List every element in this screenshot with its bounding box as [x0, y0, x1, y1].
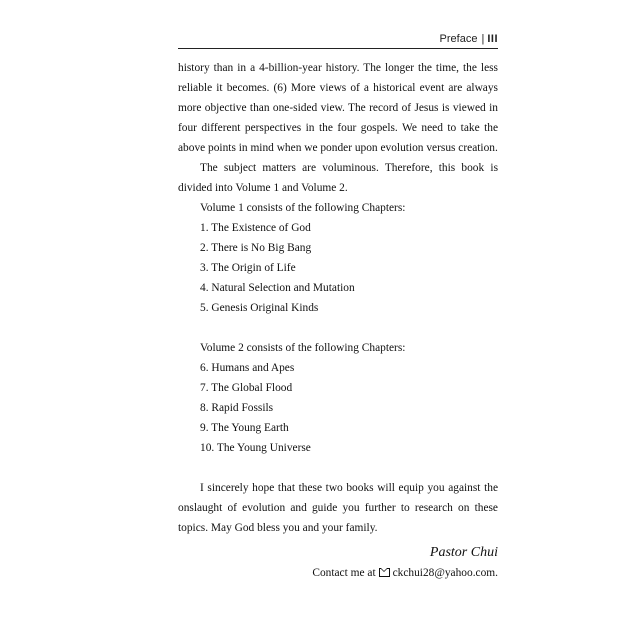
envelope-icon	[379, 568, 390, 577]
volume2-chapter-list	[178, 358, 498, 458]
spacer	[178, 318, 498, 338]
chapter-item: 7. The Global Flood	[200, 382, 293, 394]
header-separator: |	[481, 33, 485, 45]
chapter-item: 6. Humans and Apes	[200, 362, 295, 374]
header-section: Preface	[439, 33, 478, 45]
header-text	[440, 33, 498, 45]
paragraph-intro: history than in a 4-billion-year history. The longer the time, the less reliable it becomes. (6) More views of a historical event are always more objective than one-sided view. The record of Jesus is viewed in four different perspectives in the four gospels. We need to take the above points in mind when we ponder upon evolution versus creation.	[178, 62, 498, 154]
signature: Pastor Chui	[429, 545, 498, 560]
chapter-item: 10. The Young Universe	[200, 442, 311, 454]
paragraph-closing: I sincerely hope that these two books will equip you against the onslaught of evolution and guide you further to research on these topics. May God bless you and your family.	[178, 482, 498, 534]
contact-email[interactable]: ckchui28@yahoo.com.	[392, 567, 498, 579]
running-header	[178, 32, 498, 49]
volume1-heading: Volume 1 consists of the following Chapters:	[200, 202, 406, 214]
contact-line	[178, 564, 498, 582]
page-body	[178, 58, 498, 582]
volume2-heading: Volume 2 consists of the following Chapters:	[200, 342, 406, 354]
chapter-item: 2. There is No Big Bang	[200, 242, 312, 254]
chapter-item: 4. Natural Selection and Mutation	[200, 282, 355, 294]
spacer	[178, 458, 498, 478]
volume1-chapter-list	[178, 218, 498, 318]
contact-label: Contact me at	[312, 567, 376, 579]
chapter-item: 9. The Young Earth	[200, 422, 289, 434]
page-number: III	[487, 33, 498, 45]
paragraph-volumes: The subject matters are voluminous. Therefore, this book is divided into Volume 1 and Volume 2.	[178, 162, 498, 194]
chapter-item: 3. The Origin of Life	[200, 262, 296, 274]
chapter-item: 1. The Existence of God	[200, 222, 311, 234]
chapter-item: 5. Genesis Original Kinds	[200, 302, 319, 314]
chapter-item: 8. Rapid Fossils	[200, 402, 274, 414]
